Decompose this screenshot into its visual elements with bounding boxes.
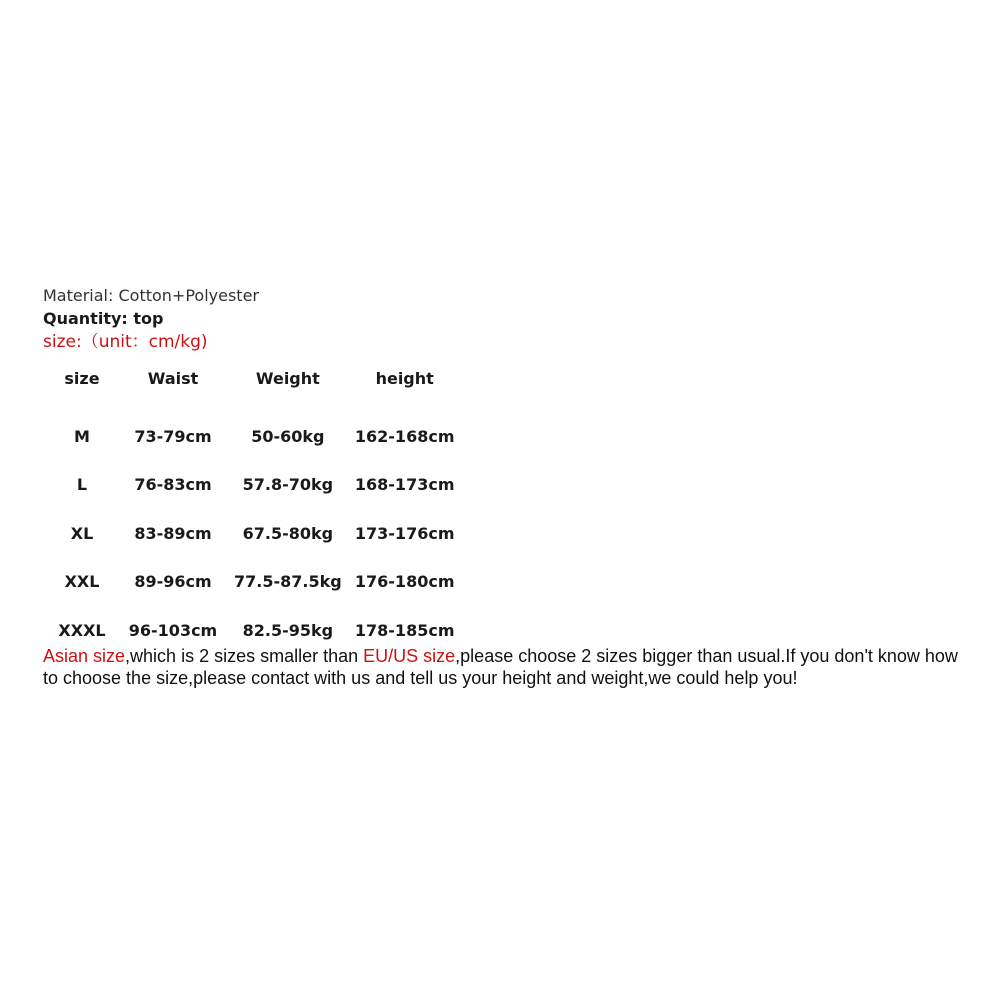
- table-row: [52, 461, 468, 510]
- table-header-row: [52, 366, 468, 390]
- material-label: Material:: [43, 286, 114, 305]
- note-asian-size: Asian size: [43, 646, 126, 666]
- size-unit-line: size:（unit：cm/kg): [43, 332, 208, 352]
- cell-waist: 73-79cm: [134, 426, 212, 446]
- material-value: Cotton+Polyester: [118, 286, 259, 305]
- header-waist: Waist: [147, 368, 199, 388]
- product-info: [43, 284, 259, 355]
- cell-waist: 76-83cm: [134, 475, 212, 495]
- cell-weight: 77.5-87.5kg: [234, 572, 342, 592]
- header-height: height: [375, 368, 434, 388]
- cell-size: XXXL: [58, 620, 106, 640]
- table-row: [52, 509, 468, 558]
- table-row: [52, 412, 468, 461]
- material-line: [43, 284, 259, 307]
- cell-height: 176-180cm: [354, 572, 455, 592]
- cell-height: 162-168cm: [354, 426, 455, 446]
- cell-height: 173-176cm: [354, 523, 455, 543]
- note-text-2: ,please choose 2 sizes bigger than usual.If you don't know how to choose the size,please contact with us and tell us your height and weight,we could help you!: [43, 646, 958, 688]
- cell-weight: 82.5-95kg: [242, 620, 334, 640]
- cell-size: M: [74, 426, 90, 446]
- table-spacer: [52, 390, 468, 412]
- size-table: [52, 366, 468, 655]
- cell-height: 168-173cm: [354, 475, 455, 495]
- note-eu-us-size: EU/US size: [363, 646, 456, 666]
- cell-size: XL: [70, 523, 94, 543]
- size-advice-note: [43, 645, 963, 689]
- note-text-1: ,which is 2 sizes smaller than: [125, 646, 364, 666]
- cell-weight: 50-60kg: [251, 426, 325, 446]
- quantity-line: Quantity: top: [43, 309, 164, 328]
- cell-waist: 89-96cm: [134, 572, 212, 592]
- table-row: [52, 558, 468, 607]
- header-size: size: [64, 368, 100, 388]
- cell-weight: 57.8-70kg: [242, 475, 334, 495]
- cell-waist: 83-89cm: [134, 523, 212, 543]
- header-weight: Weight: [255, 368, 320, 388]
- cell-size: XXL: [64, 572, 100, 592]
- cell-size: L: [76, 475, 88, 495]
- cell-waist: 96-103cm: [128, 620, 218, 640]
- cell-height: 178-185cm: [354, 620, 455, 640]
- cell-weight: 67.5-80kg: [242, 523, 334, 543]
